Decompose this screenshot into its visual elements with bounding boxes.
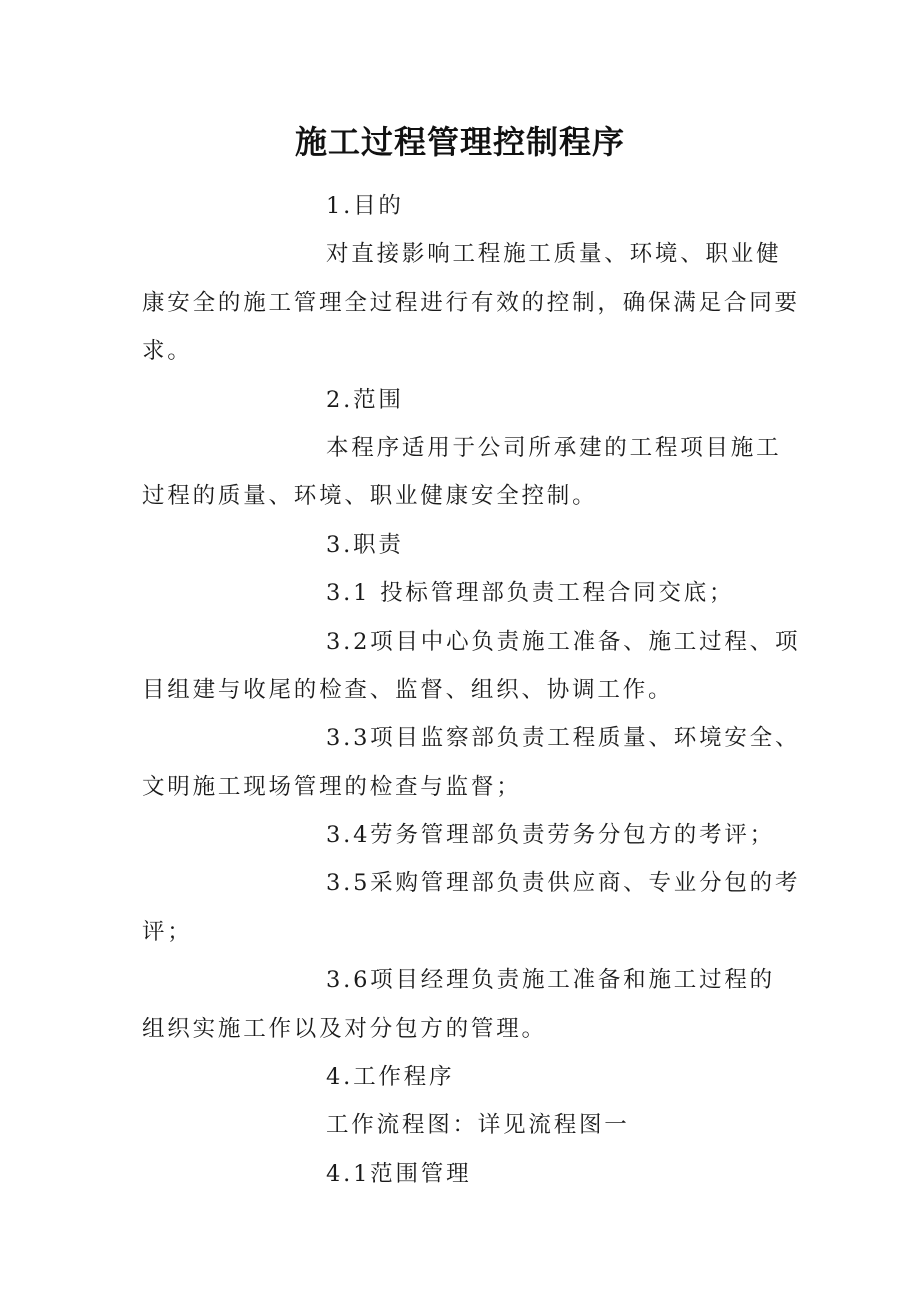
- body-line: 3.2项目中心负责施工准备、施工过程、项: [326, 628, 801, 655]
- body-line: 3.5采购管理部负责供应商、专业分包的考: [326, 870, 801, 897]
- body-line: 4.工作程序: [326, 1064, 455, 1091]
- body-line: 求。: [142, 338, 193, 365]
- body-line: 目组建与收尾的检查、监督、组织、协调工作。: [142, 676, 674, 703]
- body-line: 3.职责: [326, 531, 404, 558]
- body-line: 本程序适用于公司所承建的工程项目施工: [326, 434, 782, 461]
- body-line: 3.6项目经理负责施工准备和施工过程的: [326, 967, 775, 994]
- body-line: 文明施工现场管理的检查与监督；: [142, 773, 522, 800]
- body-line: 工作流程图：详见流程图一: [326, 1112, 630, 1139]
- body-line: 对直接影响工程施工质量、环境、职业健: [326, 241, 782, 268]
- body-line: 3.1 投标管理部负责工程合同交底；: [326, 580, 735, 607]
- body-line: 4.1范围管理: [326, 1160, 472, 1187]
- body-line: 3.4劳务管理部负责劳务分包方的考评；: [326, 822, 775, 849]
- document-body: [142, 182, 801, 1198]
- body-line: 组织实施工作以及对分包方的管理。: [142, 1015, 547, 1042]
- body-line: 1.目的: [326, 193, 404, 219]
- body-line: 康安全的施工管理全过程进行有效的控制，确保满足合同要: [142, 289, 800, 316]
- body-line: 2.范围: [326, 386, 404, 413]
- body-line: 过程的质量、环境、职业健康安全控制。: [142, 483, 598, 510]
- body-line: 3.3项目监察部负责工程质量、环境安全、: [326, 725, 801, 752]
- document-title: 施工过程管理控制程序: [294, 123, 625, 161]
- body-line: 评；: [142, 918, 193, 945]
